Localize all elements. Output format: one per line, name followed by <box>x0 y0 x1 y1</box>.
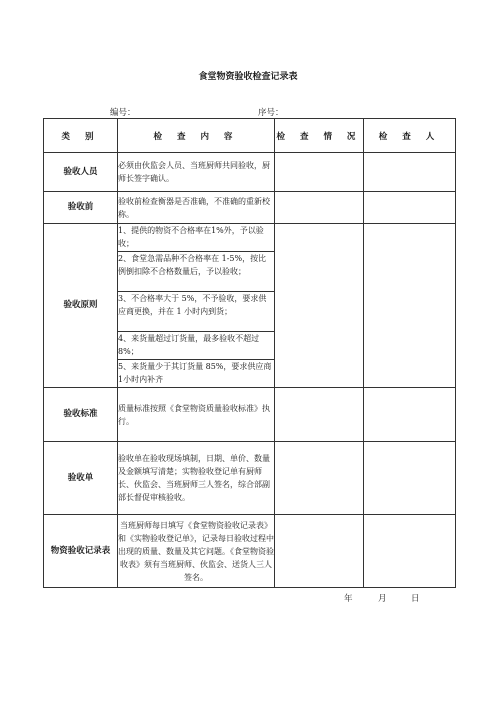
status-cell[interactable] <box>275 153 364 192</box>
category-cell: 验收标准 <box>44 388 118 442</box>
content-cell: 必须由伙监会人员、当班厨师共同验收，厨师长签字确认。 <box>118 153 275 192</box>
content-cell: 1、提供的物资不合格率在1%外，予以验收； <box>118 224 275 252</box>
header-content: 检 查 内 容 <box>118 119 275 153</box>
serial-number-label: 编号： <box>110 108 136 118</box>
date-year: 年 <box>344 594 353 604</box>
sequence-number-label: 序号： <box>258 108 284 118</box>
date-month: 月 <box>378 594 387 604</box>
inspector-cell[interactable] <box>364 515 456 588</box>
date-day: 日 <box>411 594 420 604</box>
status-cell[interactable] <box>275 515 364 588</box>
category-cell: 物资验收记录表 <box>44 515 118 588</box>
inspector-cell[interactable] <box>364 192 456 224</box>
header-inspector: 检 查 人 <box>364 119 456 153</box>
content-cell: 质量标准按照《食堂物资质量验收标准》执行。 <box>118 388 275 442</box>
content-cell: 验收前检查衡器是否准确，不准确的重新校称。 <box>118 192 275 224</box>
content-cell: 当班厨师每日填写《食堂物资验收记录表》和《实物验收登记单》，记录每日验收过程中出现的质量、数量及其它问题。《食堂物资验收表》须有当班厨师、伙监会、送货人三人签名。 <box>118 515 275 588</box>
content-cell: 4、来货量超过订货量，最多验收不超过 8%； <box>118 332 275 360</box>
category-cell: 验收原则 <box>44 224 118 388</box>
category-cell: 验收前 <box>44 192 118 224</box>
inspector-cell[interactable] <box>364 224 456 388</box>
inspection-record-table <box>43 118 456 588</box>
category-cell: 验收单 <box>44 442 118 515</box>
header-row <box>44 119 456 153</box>
status-cell[interactable] <box>275 442 364 515</box>
inspector-cell[interactable] <box>364 442 456 515</box>
content-cell: 2、食堂急需品种不合格率在 1-5%，按比例倒扣除不合格数量后，予以验收； <box>118 252 275 292</box>
status-cell[interactable] <box>275 192 364 224</box>
inspector-cell[interactable] <box>364 153 456 192</box>
header-category: 类 别 <box>44 119 118 153</box>
content-cell: 3、不合格率大于 5%，不予验收，要求供应商更换，并在 1 小时内到货； <box>118 292 275 332</box>
table-row <box>44 224 456 252</box>
status-cell[interactable] <box>275 224 364 388</box>
table-row <box>44 515 456 588</box>
content-cell: 5、来货量少于其订货量 85%，要求供应商1小时内补齐 <box>118 360 275 388</box>
page-title: 食堂物资验收检查记录表 <box>198 72 298 82</box>
table-row <box>44 153 456 192</box>
inspector-cell[interactable] <box>364 388 456 442</box>
header-status: 检 查 情 况 <box>275 119 364 153</box>
table-row <box>44 388 456 442</box>
table-row <box>44 442 456 515</box>
status-cell[interactable] <box>275 388 364 442</box>
table-row <box>44 192 456 224</box>
content-cell: 验收单在验收现场填制，日期、单价、数量及金额填写清楚；实物验收登记单有厨师长、伙监会、当班厨师三人签名，综合部副部长督促审核验收。 <box>118 442 275 515</box>
category-cell: 验收人员 <box>44 153 118 192</box>
